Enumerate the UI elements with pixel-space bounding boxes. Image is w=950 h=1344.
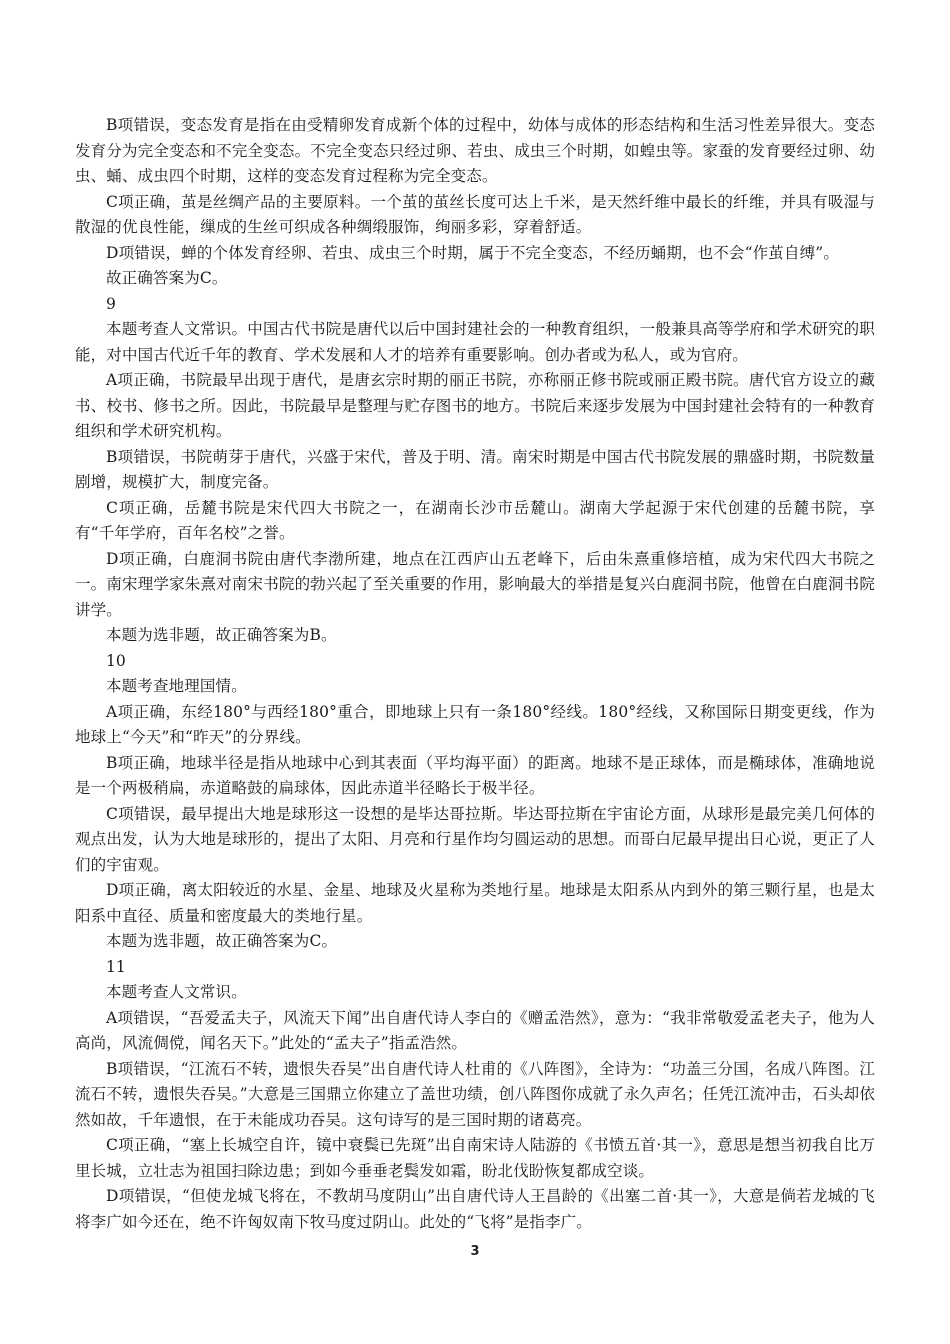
option-a-explanation: A项正确，书院最早出现于唐代，是唐玄宗时期的丽正书院，亦称丽正修书院或丽正殿书院。唐代官方设立的藏书、校书、修书之所。因此，书院最早是整理与贮存图书的地方。书院后来逐步发展为中国封建社会特有的一种教育组织和学术研究机构。: [75, 371, 875, 440]
question-intro: 本题考查人文常识。中国古代书院是唐代以后中国封建社会的一种教育组织，一般兼具高等学府和学术研究的职能，对中国古代近千年的教育、学术发展和人才的培养有重要影响。创办者或为私人，或为官府。: [75, 320, 875, 364]
answer-conclusion: 本题为选非题，故正确答案为C。: [106, 932, 338, 950]
answer-explanations: [75, 113, 875, 1235]
option-b-explanation: B项错误，“江流石不转，遗恨失吞吴”出自唐代诗人杜甫的《八阵图》，全诗为：“功盖三分国，名成八阵图。江流石不转，遗恨失吞吴。”大意是三国鼎立你建立了盖世功绩，创八阵图你成就了永久声名；任凭江流冲击，石头却依然如故，千年遗恨，在于未能成功吞吴。这句诗写的是三国时期的诸葛亮。: [75, 1059, 875, 1129]
option-b-explanation: B项正确，地球半径是指从地球中心到其表面（平均海平面）的距离。地球不是正球体，而是椭球体，准确地说是一个两极稍扁，赤道略鼓的扁球体，因此赤道半径略长于极半径。: [75, 753, 875, 797]
answer-conclusion: 本题为选非题，故正确答案为B。: [106, 626, 337, 644]
question-intro: 本题考查人文常识。: [106, 983, 247, 1001]
option-d-explanation: D项正确，白鹿洞书院由唐代李渤所建，地点在江西庐山五老峰下，后由朱熹重修培植，成为宋代四大书院之一。南宋理学家朱熹对南宋书院的勃兴起了至关重要的作用，影响最大的举措是复兴白鹿洞书院，他曾在白鹿洞书院讲学。: [75, 549, 875, 619]
option-c-explanation: C项正确，茧是丝绸产品的主要原料。一个茧的茧丝长度可达上千米，是天然纤维中最长的纤维，并具有吸湿与散湿的优良性能，缫成的生丝可织成各种绸缎服饰，绚丽多彩，穿着舒适。: [75, 192, 875, 236]
option-c-explanation: C项错误，最早提出大地是球形这一设想的是毕达哥拉斯。毕达哥拉斯在宇宙论方面，从球形是最完美几何体的观点出发，认为大地是球形的，提出了太阳、月亮和行星作均匀圆运动的思想。而哥白尼最早提出日心说，更正了人们的宇宙观。: [75, 804, 875, 874]
option-c-explanation: C项正确，“塞上长城空自许，镜中衰鬓已先斑”出自南宋诗人陆游的《书愤五首·其一》，意思是想当初我自比万里长城，立壮志为祖国扫除边患；到如今垂垂老鬓发如霜，盼北伐盼恢复都成空谈。: [75, 1136, 875, 1180]
page-number: 3: [470, 1244, 480, 1259]
question-number: 11: [106, 957, 126, 976]
option-d-explanation: D项正确，离太阳较近的水星、金星、地球及火星称为类地行星。地球是太阳系从内到外的第三颗行星，也是太阳系中直径、质量和密度最大的类地行星。: [75, 881, 875, 925]
option-a-explanation: A项正确，东经180°与西经180°重合，即地球上只有一条180°经线。180°经线，又称国际日期变更线，作为地球上“今天”和“昨天”的分界线。: [75, 702, 875, 746]
question-number: 10: [106, 651, 126, 670]
option-b-explanation: B项错误，书院萌芽于唐代，兴盛于宋代，普及于明、清。南宋时期是中国古代书院发展的鼎盛时期，书院数量剧增，规模扩大，制度完备。: [75, 447, 875, 491]
option-a-explanation: A项错误，“吾爱孟夫子，风流天下闻”出自唐代诗人李白的《赠孟浩然》，意为：“我非常敬爱孟老夫子，他为人高尚，风流倜傥，闻名天下。”此处的“孟夫子”指孟浩然。: [75, 1008, 875, 1052]
question-number: 9: [106, 294, 116, 313]
option-d-explanation: D项错误，蝉的个体发育经卵、若虫、成虫三个时期，属于不完全变态，不经历蛹期，也不会“作茧自缚”。: [106, 243, 839, 262]
option-b-explanation: B项错误，变态发育是指在由受精卵发育成新个体的过程中，幼体与成体的形态结构和生活习性差异很大。变态发育分为完全变态和不完全变态。不完全变态只经过卵、若虫、成虫三个时期，如蝗虫等。家蚕的发育要经过卵、幼虫、蛹、成虫四个时期，这样的变态发育过程称为完全变态。: [75, 116, 875, 185]
option-d-explanation: D项错误，“但使龙城飞将在，不教胡马度阴山”出自唐代诗人王昌龄的《出塞二首·其一》，大意是倘若龙城的飞将李广如今还在，绝不许匈奴南下牧马度过阴山。此处的“飞将”是指李广。: [75, 1187, 875, 1231]
option-c-explanation: C项正确，岳麓书院是宋代四大书院之一，在湖南长沙市岳麓山。湖南大学起源于宋代创建的岳麓书院，享有“千年学府，百年名校”之誉。: [75, 498, 875, 542]
answer-conclusion: 故正确答案为C。: [106, 269, 228, 287]
question-intro: 本题考查地理国情。: [106, 677, 247, 695]
